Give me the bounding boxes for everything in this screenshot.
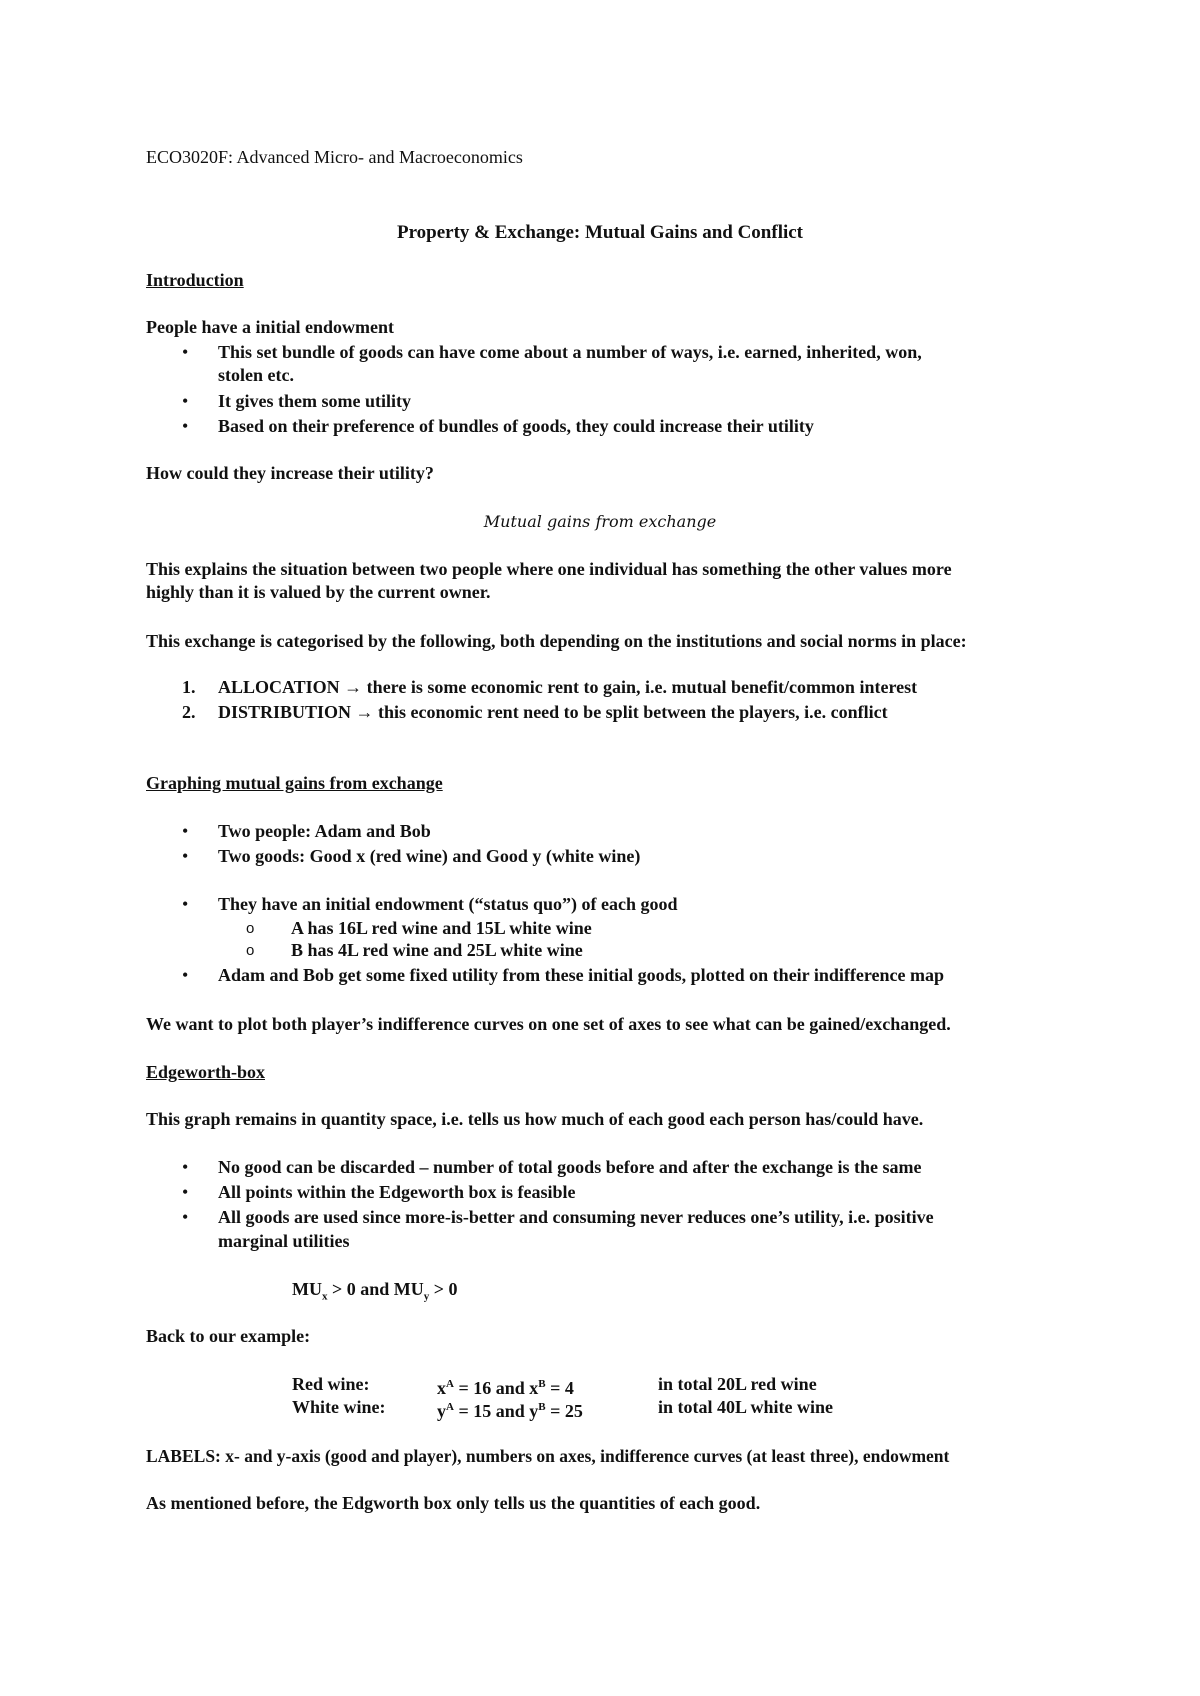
italic-subheading: Mutual gains from exchange (483, 512, 717, 531)
bullet-icon: • (182, 416, 189, 436)
intro-lead: People have a initial endowment (146, 317, 394, 337)
bullet-icon: • (182, 1182, 189, 1202)
table-cell-white-equation (437, 1396, 583, 1423)
marginal-utility-formula (292, 1278, 458, 1309)
formula-subscript: x (322, 1290, 328, 1303)
paragraph: Back to our example: (146, 1326, 311, 1346)
sub-list-item-text: A has 16L red wine and 15L white wine (291, 918, 592, 938)
section-heading-edgeworth: Edgeworth-box (146, 1062, 266, 1082)
bullet-icon: • (182, 1207, 189, 1227)
paragraph: This exchange is categorised by the following, both depending on the institutions and social norms in place: (146, 631, 967, 651)
equation-superscript: A (446, 1378, 454, 1390)
paragraph: We want to plot both player’s indifference curves on one set of axes to see what can be gained/exchanged. (146, 1014, 951, 1034)
paragraph: This graph remains in quantity space, i.e. tells us how much of each good each person has/could have. (146, 1109, 924, 1129)
item-text: DISTRIBUTION → this economic rent need to be split between the players, i.e. conflict (218, 702, 888, 722)
list-item-text: Adam and Bob get some fixed utility from these initial goods, plotted on their indifference map (218, 965, 944, 985)
section-heading-graphing: Graphing mutual gains from exchange (146, 773, 443, 793)
paragraph: LABELS: x- and y-axis (good and player), numbers on axes, indifference curves (at least three), endowment (146, 1446, 950, 1466)
circle-bullet-icon: o (246, 920, 255, 937)
list-item-text: Two goods: Good x (red wine) and Good y (white wine) (218, 846, 641, 866)
table-cell-white-label: White wine: (292, 1397, 386, 1417)
bullet-icon: • (182, 821, 189, 841)
bullet-icon: • (182, 965, 189, 985)
list-item-text: This set bundle of goods can have come about a number of ways, i.e. earned, inherited, won, (218, 342, 922, 362)
table-cell-white-total: in total 40L white wine (658, 1397, 834, 1417)
list-item-text: Based on their preference of bundles of goods, they could increase their utility (218, 416, 814, 436)
equation-superscript: B (538, 1378, 546, 1390)
formula-part: MU (292, 1279, 322, 1299)
formula-part: > 0 (429, 1279, 458, 1299)
sub-list-item-text: B has 4L red wine and 25L white wine (291, 940, 583, 960)
equation-superscript: A (446, 1401, 454, 1413)
table-cell-red-label: Red wine: (292, 1374, 370, 1394)
item-number: 1. (182, 677, 196, 697)
page-title: Property & Exchange: Mutual Gains and Conflict (396, 222, 804, 243)
table-cell-red-total: in total 20L red wine (658, 1374, 817, 1394)
paragraph: This explains the situation between two people where one individual has something the other values more (146, 559, 952, 579)
item-text: ALLOCATION → there is some economic rent to gain, i.e. mutual benefit/common interest (218, 677, 918, 697)
list-item-text: stolen etc. (218, 365, 294, 385)
circle-bullet-icon: o (246, 942, 255, 959)
formula-subscript: y (423, 1290, 430, 1303)
formula-part: > 0 and MU (327, 1279, 424, 1299)
item-number: 2. (182, 702, 196, 722)
equation-superscript: B (538, 1401, 546, 1413)
bullet-icon: • (182, 846, 189, 866)
list-item-text: They have an initial endowment (“status quo”) of each good (218, 894, 678, 914)
equation-part: = 15 and y (453, 1401, 539, 1421)
list-item-text: It gives them some utility (218, 391, 411, 411)
equation-part: = 4 (545, 1378, 574, 1398)
equation-part: = 25 (545, 1401, 583, 1421)
list-item-text: Two people: Adam and Bob (218, 821, 431, 841)
equation-part: x (437, 1378, 446, 1398)
paragraph: highly than it is valued by the current owner. (146, 582, 491, 602)
list-item-text: All points within the Edgeworth box is feasible (218, 1182, 576, 1202)
bullet-icon: • (182, 391, 189, 411)
section-heading-introduction: Introduction (146, 270, 244, 290)
list-item-text: All goods are used since more-is-better and consuming never reduces one’s utility, i.e. positive (218, 1207, 934, 1227)
bullet-icon: • (182, 894, 189, 914)
course-title: ECO3020F: Advanced Micro- and Macroeconomics (146, 147, 523, 167)
paragraph: As mentioned before, the Edgworth box only tells us the quantities of each good. (146, 1493, 761, 1513)
list-item-text: marginal utilities (218, 1231, 350, 1251)
equation-part: y (437, 1401, 446, 1421)
list-item-text: No good can be discarded – number of total goods before and after the exchange is the same (218, 1157, 922, 1177)
bullet-icon: • (182, 1157, 189, 1177)
intro-question: How could they increase their utility? (146, 463, 434, 483)
equation-part: = 16 and x (453, 1378, 539, 1398)
bullet-icon: • (182, 342, 189, 362)
